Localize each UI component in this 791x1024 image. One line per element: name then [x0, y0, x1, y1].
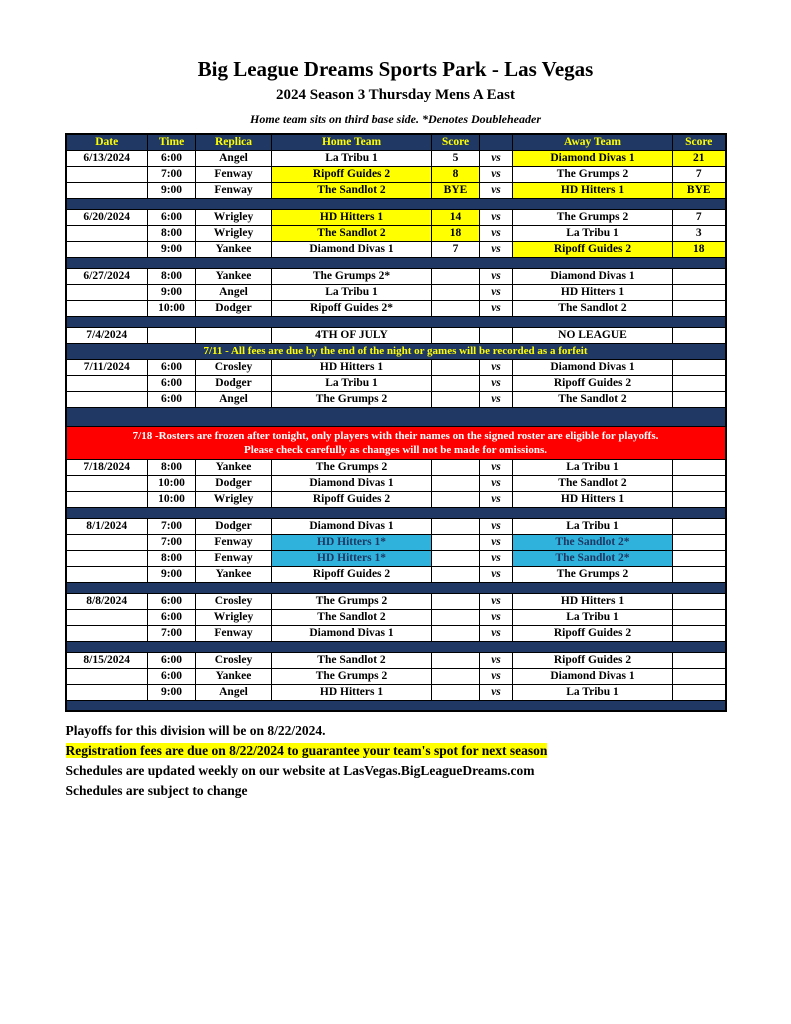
home-team-cell: HD Hitters 1: [272, 359, 432, 375]
vs-cell: vs: [480, 268, 513, 284]
time-cell: 6:00: [148, 609, 196, 625]
separator-row: [66, 198, 726, 209]
away-team-cell: La Tribu 1: [513, 684, 673, 700]
time-cell: 10:00: [148, 300, 196, 316]
game-row: [66, 327, 726, 343]
replica-cell: Angel: [196, 284, 272, 300]
home-score-cell: [432, 550, 480, 566]
home-score-cell: 8: [432, 166, 480, 182]
game-row: [66, 652, 726, 668]
time-cell: 8:00: [148, 459, 196, 475]
home-team-cell: La Tribu 1: [272, 284, 432, 300]
time-cell: 9:00: [148, 284, 196, 300]
vs-cell: vs: [480, 491, 513, 507]
separator-row: [66, 700, 726, 711]
home-score-cell: [432, 593, 480, 609]
home-score-cell: 18: [432, 225, 480, 241]
away-score-cell: [673, 550, 726, 566]
date-cell: [66, 225, 148, 241]
website-note: [66, 762, 726, 779]
away-team-cell: Ripoff Guides 2: [513, 375, 673, 391]
away-team-cell: The Grumps 2: [513, 166, 673, 182]
replica-cell: Yankee: [196, 668, 272, 684]
home-score-cell: [432, 300, 480, 316]
vs-cell: vs: [480, 284, 513, 300]
home-score-cell: [432, 491, 480, 507]
home-score-cell: [432, 684, 480, 700]
date-cell: [66, 625, 148, 641]
time-cell: 6:00: [148, 375, 196, 391]
game-row: [66, 209, 726, 225]
home-team-cell: The Sandlot 2: [272, 182, 432, 198]
separator-row: [66, 582, 726, 593]
home-score-cell: [432, 375, 480, 391]
replica-cell: Crosley: [196, 652, 272, 668]
date-cell: 7/4/2024: [66, 327, 148, 343]
date-cell: 7/18/2024: [66, 459, 148, 475]
away-score-cell: 21: [673, 150, 726, 166]
time-cell: 7:00: [148, 518, 196, 534]
game-row: [66, 359, 726, 375]
vs-cell: vs: [480, 475, 513, 491]
away-score-cell: [673, 593, 726, 609]
game-row: [66, 225, 726, 241]
home-score-cell: 7: [432, 241, 480, 257]
footer-notes: [66, 722, 726, 799]
home-score-cell: [432, 566, 480, 582]
date-cell: 6/20/2024: [66, 209, 148, 225]
date-cell: [66, 534, 148, 550]
date-cell: [66, 375, 148, 391]
home-team-cell: The Grumps 2: [272, 391, 432, 407]
replica-cell: Wrigley: [196, 491, 272, 507]
vs-cell: vs: [480, 359, 513, 375]
home-score-cell: [432, 668, 480, 684]
replica-cell: Wrigley: [196, 609, 272, 625]
away-score-cell: [673, 668, 726, 684]
alert-line: 7/18 -Rosters are frozen after tonight, only players with their names on the signed roster are eligible for playoffs.: [132, 429, 659, 442]
away-score-cell: 18: [673, 241, 726, 257]
replica-cell: Dodger: [196, 518, 272, 534]
separator-row: [66, 316, 726, 327]
game-row: [66, 550, 726, 566]
vs-cell: vs: [480, 150, 513, 166]
away-team-cell: Ripoff Guides 2: [513, 241, 673, 257]
replica-cell: Yankee: [196, 241, 272, 257]
time-cell: 6:00: [148, 652, 196, 668]
registration-note: [66, 742, 726, 759]
date-cell: 7/11/2024: [66, 359, 148, 375]
vs-cell: vs: [480, 668, 513, 684]
home-team-cell: 4TH OF JULY: [272, 327, 432, 343]
game-row: [66, 182, 726, 198]
game-row: [66, 609, 726, 625]
away-team-cell: Ripoff Guides 2: [513, 625, 673, 641]
home-score-cell: [432, 475, 480, 491]
header-row: [66, 134, 726, 151]
separator-row: [66, 507, 726, 518]
away-score-cell: 7: [673, 209, 726, 225]
column-header-vs: [480, 134, 513, 151]
vs-cell: vs: [480, 300, 513, 316]
away-score-cell: [673, 625, 726, 641]
home-score-cell: [432, 652, 480, 668]
game-row: [66, 284, 726, 300]
vs-cell: vs: [480, 625, 513, 641]
replica-cell: Fenway: [196, 166, 272, 182]
vs-cell: vs: [480, 166, 513, 182]
game-row: [66, 534, 726, 550]
date-cell: [66, 491, 148, 507]
away-team-cell: Diamond Divas 1: [513, 268, 673, 284]
vs-cell: vs: [480, 459, 513, 475]
home-team-cell: Ripoff Guides 2: [272, 491, 432, 507]
home-score-cell: BYE: [432, 182, 480, 198]
date-cell: [66, 684, 148, 700]
replica-cell: Fenway: [196, 534, 272, 550]
replica-cell: Angel: [196, 391, 272, 407]
home-team-cell: HD Hitters 1: [272, 209, 432, 225]
replica-cell: Wrigley: [196, 225, 272, 241]
home-team-cell: Diamond Divas 1: [272, 625, 432, 641]
away-score-cell: [673, 491, 726, 507]
away-team-cell: The Sandlot 2: [513, 300, 673, 316]
vs-cell: vs: [480, 550, 513, 566]
home-team-cell: Diamond Divas 1: [272, 518, 432, 534]
away-team-cell: The Grumps 2: [513, 209, 673, 225]
vs-cell: vs: [480, 375, 513, 391]
home-score-cell: [432, 268, 480, 284]
away-score-cell: 7: [673, 166, 726, 182]
date-cell: 8/1/2024: [66, 518, 148, 534]
game-row: [66, 391, 726, 407]
replica-cell: Crosley: [196, 359, 272, 375]
home-team-cell: La Tribu 1: [272, 150, 432, 166]
away-score-cell: [673, 652, 726, 668]
game-row: [66, 375, 726, 391]
game-row: [66, 593, 726, 609]
vs-cell: vs: [480, 593, 513, 609]
away-team-cell: La Tribu 1: [513, 225, 673, 241]
notice-text: 7/11 - All fees are due by the end of the night or games will be recorded as a forfeit: [66, 343, 726, 359]
replica-cell: Dodger: [196, 300, 272, 316]
column-header-replica: Replica: [196, 134, 272, 151]
column-header-away-score: Score: [673, 134, 726, 151]
home-team-cell: Diamond Divas 1: [272, 241, 432, 257]
away-team-cell: La Tribu 1: [513, 459, 673, 475]
game-row: [66, 668, 726, 684]
home-team-cell: The Sandlot 2: [272, 609, 432, 625]
replica-cell: Wrigley: [196, 209, 272, 225]
home-score-cell: [432, 518, 480, 534]
time-cell: 7:00: [148, 534, 196, 550]
game-row: [66, 518, 726, 534]
playoffs-note-text: Playoffs for this division will be on 8/22/2024.: [65, 723, 326, 739]
away-team-cell: The Grumps 2: [513, 566, 673, 582]
time-cell: 6:00: [148, 593, 196, 609]
home-team-note: Home team sits on third base side. *Denotes Doubleheader: [250, 111, 541, 126]
time-cell: 9:00: [148, 182, 196, 198]
away-team-cell: The Sandlot 2: [513, 475, 673, 491]
game-row: [66, 459, 726, 475]
replica-cell: Yankee: [196, 459, 272, 475]
time-cell: 6:00: [148, 150, 196, 166]
home-team-cell: The Grumps 2: [272, 668, 432, 684]
home-score-cell: [432, 459, 480, 475]
replica-cell: Angel: [196, 684, 272, 700]
away-score-cell: [673, 284, 726, 300]
date-cell: [66, 550, 148, 566]
vs-cell: vs: [480, 241, 513, 257]
time-cell: 8:00: [148, 550, 196, 566]
time-cell: 8:00: [148, 268, 196, 284]
home-team-cell: Ripoff Guides 2*: [272, 300, 432, 316]
date-cell: [66, 284, 148, 300]
notice-row: [66, 343, 726, 359]
alert-text: [66, 426, 726, 459]
time-cell: 6:00: [148, 359, 196, 375]
date-cell: [66, 391, 148, 407]
away-team-cell: Diamond Divas 1: [513, 668, 673, 684]
replica-cell: Angel: [196, 150, 272, 166]
away-team-cell: Diamond Divas 1: [513, 150, 673, 166]
subject-to-change-note-text: Schedules are subject to change: [65, 783, 248, 799]
game-row: [66, 150, 726, 166]
home-score-cell: [432, 534, 480, 550]
vs-cell: vs: [480, 652, 513, 668]
column-header-time: Time: [148, 134, 196, 151]
separator-bar: [66, 198, 726, 209]
game-row: [66, 166, 726, 182]
home-score-cell: [432, 327, 480, 343]
game-row: [66, 300, 726, 316]
replica-cell: Yankee: [196, 566, 272, 582]
time-cell: [148, 327, 196, 343]
vs-cell: vs: [480, 684, 513, 700]
away-score-cell: [673, 327, 726, 343]
home-team-cell: HD Hitters 1*: [272, 550, 432, 566]
date-cell: [66, 609, 148, 625]
separator-bar: [66, 641, 726, 652]
replica-cell: Fenway: [196, 625, 272, 641]
schedule-table: [65, 133, 727, 713]
away-score-cell: [673, 566, 726, 582]
game-row: [66, 684, 726, 700]
alert-row: [66, 426, 726, 459]
home-score-cell: 14: [432, 209, 480, 225]
date-cell: [66, 566, 148, 582]
home-team-cell: Ripoff Guides 2: [272, 566, 432, 582]
away-team-cell: HD Hitters 1: [513, 182, 673, 198]
home-team-cell: Ripoff Guides 2: [272, 166, 432, 182]
time-cell: 7:00: [148, 625, 196, 641]
replica-cell: Fenway: [196, 182, 272, 198]
date-cell: [66, 300, 148, 316]
away-score-cell: [673, 268, 726, 284]
home-score-cell: 5: [432, 150, 480, 166]
date-cell: 8/8/2024: [66, 593, 148, 609]
separator-row: [66, 407, 726, 426]
home-team-cell: The Grumps 2*: [272, 268, 432, 284]
away-score-cell: 3: [673, 225, 726, 241]
game-row: [66, 566, 726, 582]
date-cell: [66, 241, 148, 257]
date-cell: [66, 475, 148, 491]
time-cell: 6:00: [148, 668, 196, 684]
separator-row: [66, 641, 726, 652]
away-team-cell: La Tribu 1: [513, 609, 673, 625]
game-row: [66, 491, 726, 507]
home-team-cell: The Sandlot 2: [272, 652, 432, 668]
time-cell: 10:00: [148, 475, 196, 491]
time-cell: 10:00: [148, 491, 196, 507]
separator-bar: [66, 507, 726, 518]
column-header-date: Date: [66, 134, 148, 151]
subject-to-change-note: [66, 782, 726, 799]
column-header-away-team: Away Team: [513, 134, 673, 151]
home-score-cell: [432, 625, 480, 641]
away-score-cell: BYE: [673, 182, 726, 198]
time-cell: 9:00: [148, 566, 196, 582]
home-team-cell: The Grumps 2: [272, 593, 432, 609]
replica-cell: Dodger: [196, 375, 272, 391]
vs-cell: vs: [480, 225, 513, 241]
away-team-cell: The Sandlot 2*: [513, 534, 673, 550]
away-team-cell: La Tribu 1: [513, 518, 673, 534]
home-team-cell: The Grumps 2: [272, 459, 432, 475]
replica-cell: Fenway: [196, 550, 272, 566]
away-score-cell: [673, 359, 726, 375]
column-header-home-score: Score: [432, 134, 480, 151]
time-cell: 8:00: [148, 225, 196, 241]
away-score-cell: [673, 300, 726, 316]
game-row: [66, 268, 726, 284]
time-cell: 6:00: [148, 391, 196, 407]
time-cell: 9:00: [148, 241, 196, 257]
away-team-cell: The Sandlot 2*: [513, 550, 673, 566]
vs-cell: vs: [480, 566, 513, 582]
away-score-cell: [673, 609, 726, 625]
separator-bar: [66, 700, 726, 711]
home-team-cell: HD Hitters 1: [272, 684, 432, 700]
away-score-cell: [673, 391, 726, 407]
separator-bar: [66, 407, 726, 426]
away-team-cell: HD Hitters 1: [513, 491, 673, 507]
separator-bar: [66, 316, 726, 327]
away-team-cell: Diamond Divas 1: [513, 359, 673, 375]
separator-bar: [66, 582, 726, 593]
date-cell: [66, 166, 148, 182]
date-cell: 6/13/2024: [66, 150, 148, 166]
replica-cell: [196, 327, 272, 343]
home-score-cell: [432, 284, 480, 300]
time-cell: 9:00: [148, 684, 196, 700]
page-title: Big League Dreams Sports Park - Las Vegas: [197, 57, 594, 81]
away-team-cell: HD Hitters 1: [513, 593, 673, 609]
vs-cell: [480, 327, 513, 343]
replica-cell: Yankee: [196, 268, 272, 284]
replica-cell: Dodger: [196, 475, 272, 491]
replica-cell: Crosley: [196, 593, 272, 609]
away-score-cell: [673, 475, 726, 491]
home-team-cell: The Sandlot 2: [272, 225, 432, 241]
home-score-cell: [432, 359, 480, 375]
vs-cell: vs: [480, 391, 513, 407]
away-score-cell: [673, 459, 726, 475]
vs-cell: vs: [480, 609, 513, 625]
away-score-cell: [673, 375, 726, 391]
page-subtitle: 2024 Season 3 Thursday Mens A East: [276, 87, 515, 104]
home-team-cell: La Tribu 1: [272, 375, 432, 391]
away-team-cell: The Sandlot 2: [513, 391, 673, 407]
away-team-cell: HD Hitters 1: [513, 284, 673, 300]
game-row: [66, 241, 726, 257]
playoffs-note: [66, 722, 726, 739]
away-team-cell: NO LEAGUE: [513, 327, 673, 343]
date-cell: 6/27/2024: [66, 268, 148, 284]
time-cell: 6:00: [148, 209, 196, 225]
vs-cell: vs: [480, 209, 513, 225]
away-score-cell: [673, 534, 726, 550]
column-header-home-team: Home Team: [272, 134, 432, 151]
date-cell: 8/15/2024: [66, 652, 148, 668]
vs-cell: vs: [480, 518, 513, 534]
home-team-cell: HD Hitters 1*: [272, 534, 432, 550]
website-note-text: Schedules are updated weekly on our website at LasVegas.BigLeagueDreams.com: [65, 763, 535, 779]
game-row: [66, 475, 726, 491]
registration-note-text: Registration fees are due on 8/22/2024 to guarantee your team's spot for next season: [65, 743, 548, 759]
home-score-cell: [432, 391, 480, 407]
game-row: [66, 625, 726, 641]
home-score-cell: [432, 609, 480, 625]
vs-cell: vs: [480, 182, 513, 198]
date-cell: [66, 668, 148, 684]
vs-cell: vs: [480, 534, 513, 550]
date-cell: [66, 182, 148, 198]
schedule-body: [66, 150, 726, 711]
separator-bar: [66, 257, 726, 268]
time-cell: 7:00: [148, 166, 196, 182]
home-team-cell: Diamond Divas 1: [272, 475, 432, 491]
away-score-cell: [673, 518, 726, 534]
separator-row: [66, 257, 726, 268]
away-score-cell: [673, 684, 726, 700]
alert-line: Please check carefully as changes will not be made for omissions.: [244, 443, 547, 456]
away-team-cell: Ripoff Guides 2: [513, 652, 673, 668]
